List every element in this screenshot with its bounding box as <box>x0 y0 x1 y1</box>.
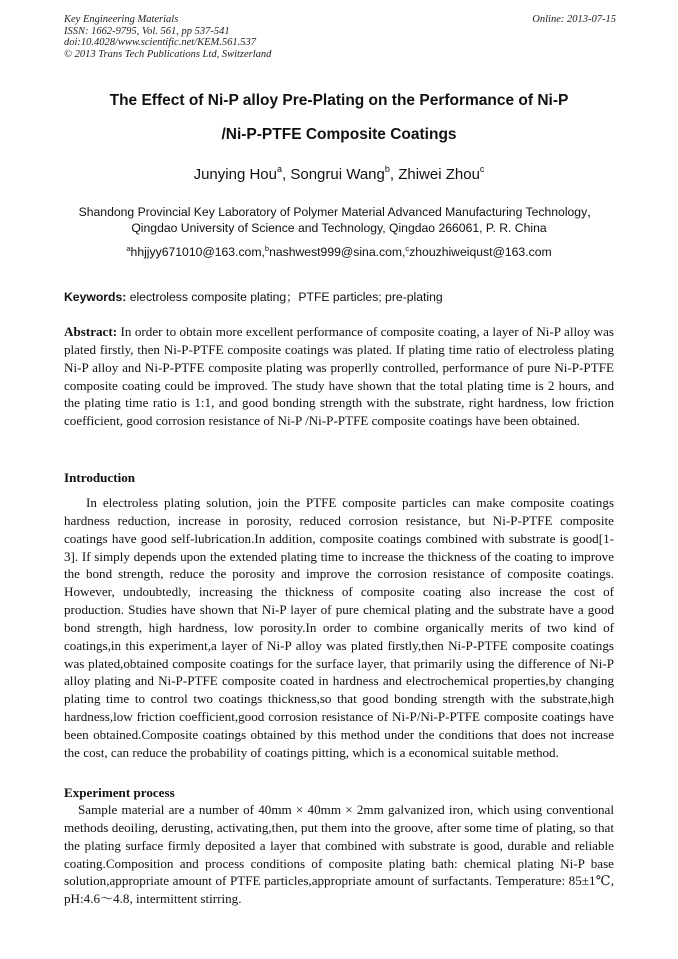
author-name: Zhiwei Zhou <box>398 166 480 183</box>
affiliation-line-2: Qingdao University of Science and Technology, Qingdao 266061, P. R. China <box>131 221 547 235</box>
introduction-heading: Introduction <box>64 470 136 485</box>
keywords-text: electroless composite plating；PTFE particles; pre-plating <box>126 290 443 304</box>
experiment-paragraph: Sample material are a number of 40mm × 40mm × 2mm galvanized iron, which using conventional methods deoiling, derusting, activating,then, put them into the groove, after some time of plating, so that the plating surface firmly deposited a layer that combined with substrate is good, durable and reliable coating.Composition and process conditions of composite plating bath: chemical plating Ni-P base solution,appropriate amount of PTFE particles,appropriate amount of surfactants. Temperature: 85±1℃, pH:4.6～4.8, intermittent stirring. <box>64 802 614 907</box>
author-emails <box>40 245 638 259</box>
email-mark: b <box>264 244 270 253</box>
keywords <box>64 288 624 305</box>
author-list <box>40 166 638 183</box>
abstract <box>64 323 614 430</box>
doi-line: doi:10.4028/www.scientific.net/KEM.561.537 <box>64 37 256 48</box>
author-name: Junying Hou <box>193 166 277 183</box>
introduction-paragraph: In electroless plating solution, join the PTFE composite particles can make composite coatings hardness reduction, increase in porosity, reduced corrosion resistance, but Ni-P-PTFE composite coatings have good self-lubrication.In addition, composite coatings combined with substrate is good[1-3]. If simply depends upon the extended plating time to increase the thickness of the coating to improve the bond strength, reduce the porosity and improve the corrosion resistance of composite coatings. However, undoubtedly, increasing the thickness of composite coating also increase the cost of production. Studies have shown that Ni-P layer of pure chemical plating and the substrate have a good bond strength, high hardness, low porosity.In order to combine organically merits of two kind of coatings,in this experiment,a layer of Ni-P alloy was plated firstly,then Ni-P-PTFE composite coatings was plated,obtained composite coatings for the surface layer, that primarily using the difference of Ni-P alloy plating and Ni-P-PTFE composite coated in hardness and electrochemical properties,by changing plating time to control two coatings thickness,so that good bonding strength with the substrate,high hardness,low friction coefficient,good corrosion resistance of Ni-P/Ni-P-PTFE composite coatings have been obtained.Composite coatings obtained by this method under the conditions that does not increase the cost, can reduce the probability of coatings pitting, which is a economical suitable method. <box>64 495 614 760</box>
keywords-label: Keywords: <box>64 290 127 304</box>
issn-line: ISSN: 1662-9795, Vol. 561, pp 537-541 <box>64 25 230 37</box>
email-mark: a <box>126 244 131 253</box>
author-mark: c <box>479 164 485 174</box>
online-date: Online: 2013-07-15 <box>532 14 616 25</box>
author-separator: , <box>282 166 291 183</box>
email-address: zhouzhiweiqust@163.com <box>409 245 552 259</box>
email-address: nashwest999@sina.com, <box>269 245 406 259</box>
author-mark: b <box>384 164 390 174</box>
experiment-heading: Experiment process <box>64 785 175 800</box>
email-mark: c <box>405 244 410 253</box>
journal-name: Key Engineering Materials <box>64 14 179 25</box>
author-separator: , <box>389 166 399 183</box>
author-mark: a <box>276 164 282 174</box>
journal-header <box>64 14 616 60</box>
paper-title-line-2: /Ni-P-PTFE Composite Coatings <box>221 126 457 143</box>
abstract-label: Abstract: <box>64 324 118 339</box>
email-address: hhjjyy671010@163.com, <box>130 245 265 259</box>
copyright-line: © 2013 Trans Tech Publications Ltd, Switzerland <box>64 48 272 60</box>
paper-title-line-1: The Effect of Ni-P alloy Pre-Plating on the Performance of Ni-P <box>109 92 569 109</box>
author-name: Songrui Wang <box>290 166 385 183</box>
affiliation-line-1: Shandong Provincial Key Laboratory of Polymer Material Advanced Manufacturing Technology， <box>78 205 600 219</box>
abstract-text: In order to obtain more excellent performance of composite coating, a layer of Ni-P alloy was plated firstly, then Ni-P-PTFE composite coatings was plated. If plating time ratio of electroless plating Ni-P alloy and Ni-P-PTFE composite plating was properlly controlled, performance of pure Ni-P-PTFE composite coating could be improved. The study have shown that the total plating time is 2 hours, and the plating time ratio is 1:1, and good bonding strength with the substrate, right hardness, low friction coefficient, good corrosion resistance of Ni-P /Ni-P-PTFE composite coatings have been obtained. <box>64 324 614 429</box>
